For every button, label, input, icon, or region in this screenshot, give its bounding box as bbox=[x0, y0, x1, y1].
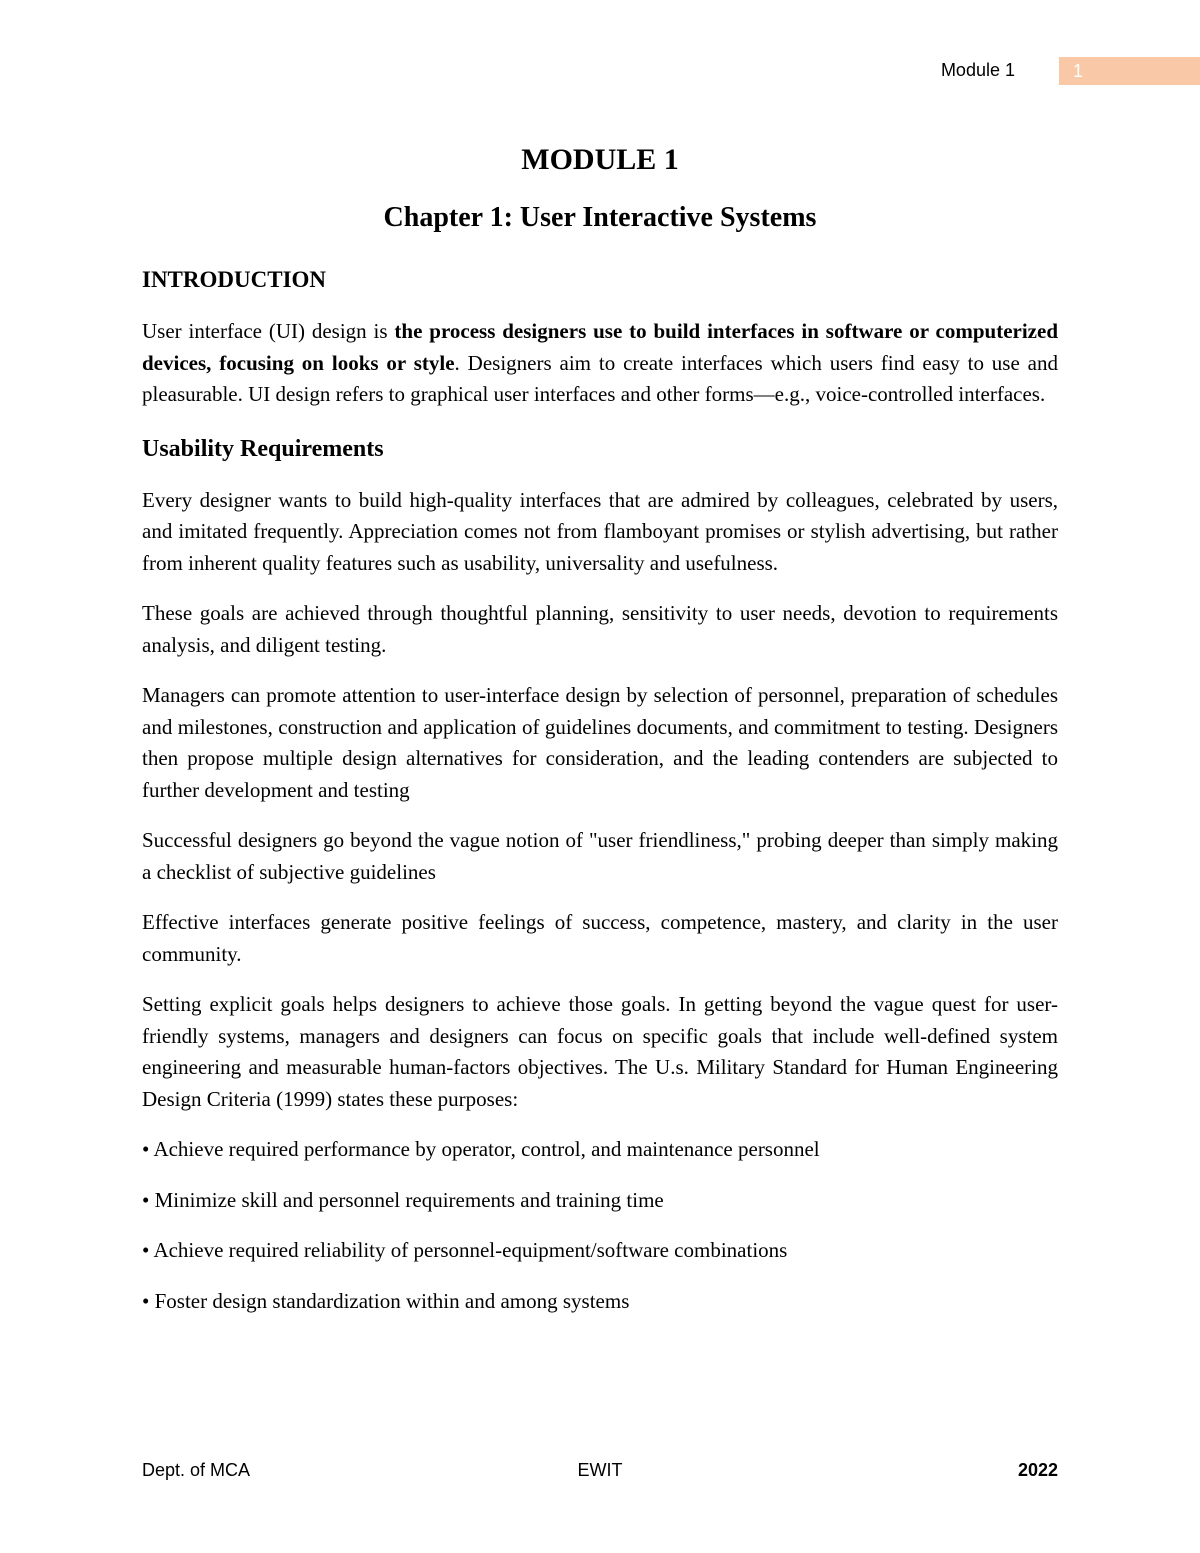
intro-bold-definition: the process designers use to build interfaces in software or computerized devices, focusing on looks or style bbox=[142, 319, 1058, 375]
chapter-title: Chapter 1: User Interactive Systems bbox=[383, 202, 817, 233]
paragraph-2: These goals are achieved through thoughtful planning, sensitivity to user needs, devotion to requirements analysis, and diligent testing. bbox=[142, 601, 1058, 657]
footer-department: Dept. of MCA bbox=[142, 1460, 251, 1480]
header-page-number: 1 bbox=[1073, 61, 1084, 81]
paragraph-6: Setting explicit goals helps designers to achieve those goals. In getting beyond the vague quest for user-friendly systems, managers and designers can focus on specific goals that include well-defined system engineering and measurable human-factors objectives. The U.s. Military Standard for Human Engineering Design Criteria (1999) states these purposes: bbox=[142, 992, 1058, 1111]
usability-heading: Usability Requirements bbox=[142, 435, 384, 462]
paragraph-3: Managers can promote attention to user-interface design by selection of personnel, preparation of schedules and milestones, construction and application of guidelines documents, and commitment to testing. Designers then propose multiple design alternatives for consideration, and the leading contenders are subjected to further development and testing bbox=[142, 683, 1058, 802]
bullet-item-1: • Achieve required performance by operator, control, and maintenance personnel bbox=[142, 1137, 820, 1161]
document-body bbox=[142, 138, 1058, 1317]
header-page-number-box bbox=[1059, 57, 1200, 85]
footer-year: 2022 bbox=[1017, 1460, 1058, 1480]
footer-institution: EWIT bbox=[577, 1460, 623, 1480]
paragraph-1: Every designer wants to build high-quality interfaces that are admired by colleagues, celebrated by users, and imitated frequently. Appreciation comes not from flamboyant promises or stylish advertising, but rather from inherent quality features such as usability, universality and usefulness. bbox=[142, 487, 1058, 575]
header-module-label: Module 1 bbox=[940, 60, 1015, 80]
intro-rest: . Designers aim to create interfaces which users find easy to use and pleasurable. UI design refers to graphical user interfaces and other forms—e.g., voice-controlled interfaces. bbox=[142, 350, 1058, 406]
intro-lead: User interface (UI) design is bbox=[142, 319, 395, 343]
introduction-paragraph bbox=[142, 316, 1058, 411]
bullet-item-3: • Achieve required reliability of personnel-equipment/software combinations bbox=[142, 1238, 788, 1262]
module-title: MODULE 1 bbox=[521, 143, 679, 176]
bullet-item-2: • Minimize skill and personnel requirements and training time bbox=[142, 1187, 664, 1212]
paragraph-4: Successful designers go beyond the vague notion of "user friendliness," probing deeper than simply making a checklist of subjective guidelines bbox=[142, 828, 1058, 884]
introduction-heading: INTRODUCTION bbox=[142, 267, 327, 292]
bullet-item-4: • Foster design standardization within and among systems bbox=[142, 1288, 630, 1313]
paragraph-5: Effective interfaces generate positive feelings of success, competence, mastery, and clarity in the user community. bbox=[142, 910, 1058, 966]
